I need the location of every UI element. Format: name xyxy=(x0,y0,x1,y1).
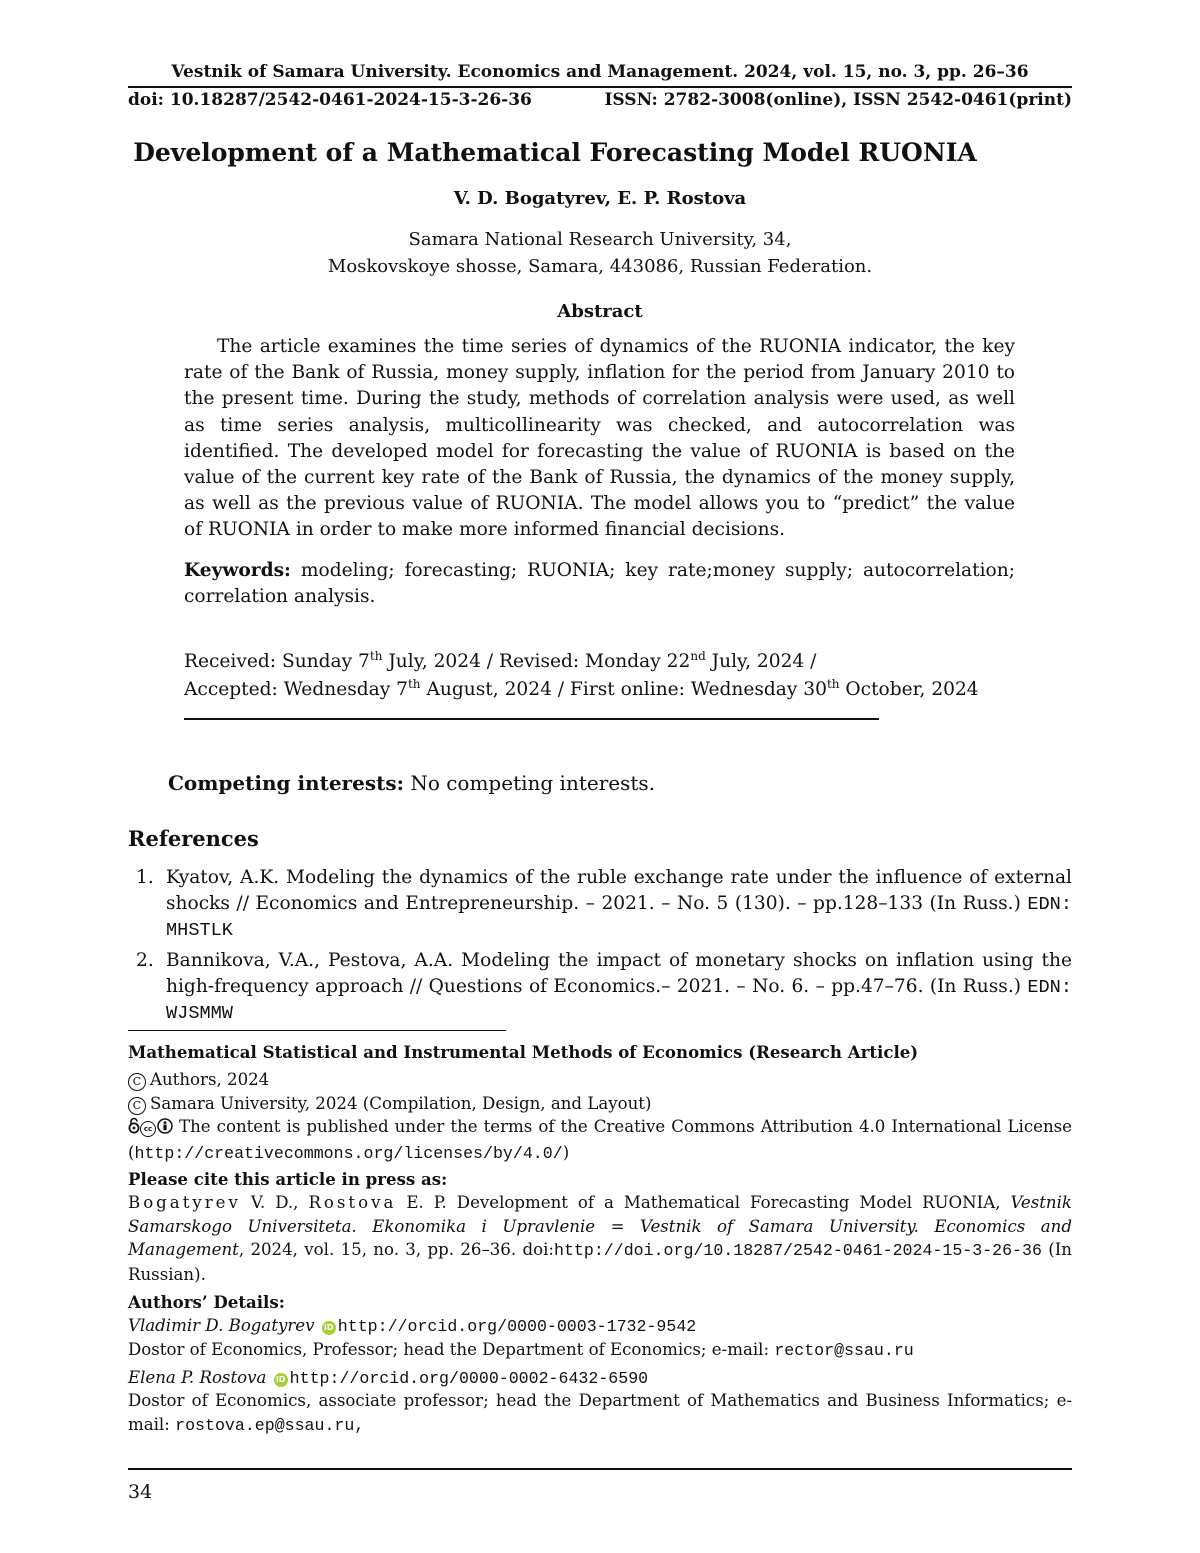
cc-icon: cc xyxy=(140,1121,156,1137)
references-heading: References xyxy=(128,826,259,851)
footer-rule xyxy=(128,1468,1072,1470)
abstract-heading: Abstract xyxy=(128,301,1072,322)
reference-edn: EDN: WJSMMW xyxy=(166,977,1072,1025)
revised-rest: July, 2024 / xyxy=(706,651,817,672)
license-note xyxy=(128,1115,1072,1165)
author2-email-link[interactable]: rostova.ep@ssau.ru, xyxy=(175,1416,364,1435)
affiliation xyxy=(128,226,1072,280)
cite-author1: Bogatyrev xyxy=(128,1193,241,1212)
author2-name: Elena P. Rostova xyxy=(128,1368,266,1387)
competing-label: Competing interests: xyxy=(168,771,404,795)
affiliation-line2: Moskovskoye shosse, Samara, 443086, Russian Federation. xyxy=(128,253,1072,280)
license-link[interactable]: http://creativecommons.org/licenses/by/4.0/ xyxy=(134,1144,562,1163)
license-text: The content is published under the terms of the Creative Commons Attribution 4.0 International License ( xyxy=(128,1117,1072,1162)
received-sup: th xyxy=(370,649,383,663)
author2-details xyxy=(128,1389,1072,1437)
authors-details-heading: Authors’ Details: xyxy=(128,1291,1072,1315)
copyright-icon: C xyxy=(128,1073,146,1091)
cite-heading: Please cite this article in press as: xyxy=(128,1168,1072,1192)
author1-details-text: Dostor of Economics, Professor; head the Department of Economics; e-mail: xyxy=(128,1340,774,1359)
cite-title: E. P. Development of a Mathematical Forecasting Model RUONIA, xyxy=(396,1193,1010,1212)
author1-email-link[interactable]: rector@ssau.ru xyxy=(774,1341,913,1360)
reference-item xyxy=(128,948,1072,1027)
article-title: Development of a Mathematical Forecasting Model RUONIA xyxy=(0,138,1110,167)
author1-line xyxy=(128,1314,1072,1339)
author1-orcid-link[interactable]: http://orcid.org/0000-0003-1732-9542 xyxy=(338,1317,696,1336)
competing-interests xyxy=(168,771,655,795)
revised-label: July, 2024 / Revised: Monday 22 xyxy=(382,651,690,672)
cite-tail: , 2024, vol. 15, no. 3, pp. 26–36. doi: xyxy=(239,1240,554,1259)
cite-journal: Vestnik Samarskogo Universiteta. Ekonomika i Upravlenie = Vestnik of Samara University. Economics and Management xyxy=(128,1193,1072,1259)
affiliation-line1: Samara National Research University, 34, xyxy=(128,226,1072,253)
copyright-authors xyxy=(128,1068,1072,1092)
cite-end: (In Russian). xyxy=(128,1240,1072,1284)
open-access-icon xyxy=(128,1117,140,1141)
reference-number: 2. xyxy=(136,948,154,974)
author2-line xyxy=(128,1366,1072,1391)
orcid-icon: iD xyxy=(274,1373,288,1387)
online-sup: th xyxy=(827,676,840,690)
reference-item xyxy=(128,865,1072,944)
online-rest: October, 2024 xyxy=(840,679,979,700)
competing-text: No competing interests. xyxy=(404,771,655,795)
received-label: Received: Sunday 7 xyxy=(184,651,370,672)
copyright-icon: C xyxy=(128,1097,146,1115)
author2-details-text: Dostor of Economics, associate professor; head the Department of Mathematics and Business Informatics; e-mail: xyxy=(128,1391,1072,1434)
orcid-icon: iD xyxy=(322,1321,336,1335)
reference-text: Kyatov, A.K. Modeling the dynamics of the ruble exchange rate under the influence of external shocks // Economics and Entrepreneurship. – 2021. – No. 5 (130). – pp.128–133 (In Russ.) xyxy=(166,867,1072,914)
dates-rule xyxy=(184,718,879,720)
copyright-authors-text: Authors, 2024 xyxy=(150,1070,269,1089)
keywords-text: modeling; forecasting; RUONIA; key rate;money supply; autocorrelation; correlation analysis. xyxy=(184,560,1015,607)
article-authors: V. D. Bogatyrev, E. P. Rostova xyxy=(128,188,1072,209)
header-issn: ISSN: 2782-3008(online), ISSN 2542-0461(print) xyxy=(604,90,1072,110)
revised-sup: nd xyxy=(690,649,705,663)
copyright-university xyxy=(128,1092,1072,1116)
citation xyxy=(128,1191,1072,1286)
header-rule xyxy=(128,86,1072,88)
page-number: 34 xyxy=(128,1481,152,1503)
keywords xyxy=(184,558,1015,610)
accepted-label: Accepted: Wednesday 7 xyxy=(184,679,408,700)
footnote-rule xyxy=(128,1030,506,1031)
paper-page xyxy=(0,0,1200,1553)
by-icon xyxy=(157,1117,173,1141)
license-close: ) xyxy=(563,1143,569,1162)
journal-header: Vestnik of Samara University. Economics and Management. 2024, vol. 15, no. 3, pp. 26–36 xyxy=(128,62,1072,82)
abstract-text: The article examines the time series of dynamics of the RUONIA indicator, the key rate of the Bank of Russia, money supply, inflation for the period from January 2010 to the present time. During the study, methods of correlation analysis were used, as well as time series analysis, multicollinearity was checked, and autocorrelation was identified. The developed model for forecasting the value of RUONIA is based on the value of the current key rate of the Bank of Russia, the dynamics of the money supply, as well as the previous value of RUONIA. The model allows you to “predict” the value of RUONIA in order to make more informed financial decisions. xyxy=(184,334,1015,544)
author1-details xyxy=(128,1338,1072,1363)
keywords-label: Keywords: xyxy=(184,560,291,581)
author2-orcid-link[interactable]: http://orcid.org/0000-0002-6432-6590 xyxy=(290,1369,648,1388)
reference-number: 1. xyxy=(136,865,154,891)
copyright-university-text: Samara University, 2024 (Compilation, Design, and Layout) xyxy=(150,1094,651,1113)
reference-edn: EDN: MHSTLK xyxy=(166,894,1072,942)
cite-author2: Rostova xyxy=(308,1193,396,1212)
article-dates xyxy=(184,648,1064,703)
reference-text: Bannikova, V.A., Pestova, A.A. Modeling the impact of monetary shocks on inflation using the high-frequency approach // Questions of Economics.– 2021. – No. 6. – pp.47–76. (In Russ.) xyxy=(166,950,1072,997)
header-doi: doi: 10.18287/2542-0461-2024-15-3-26-36 xyxy=(128,90,532,110)
cite-doi-link[interactable]: http://doi.org/10.18287/2542-0461-2024-15-3-26-36 xyxy=(554,1241,1042,1260)
author1-name: Vladimir D. Bogatyrev xyxy=(128,1316,315,1335)
online-label: August, 2024 / First online: Wednesday 30 xyxy=(421,679,827,700)
accepted-sup: th xyxy=(408,676,421,690)
cite-author1-init: V. D., xyxy=(241,1193,309,1212)
article-category: Mathematical Statistical and Instrumental Methods of Economics (Research Article) xyxy=(128,1041,1072,1065)
